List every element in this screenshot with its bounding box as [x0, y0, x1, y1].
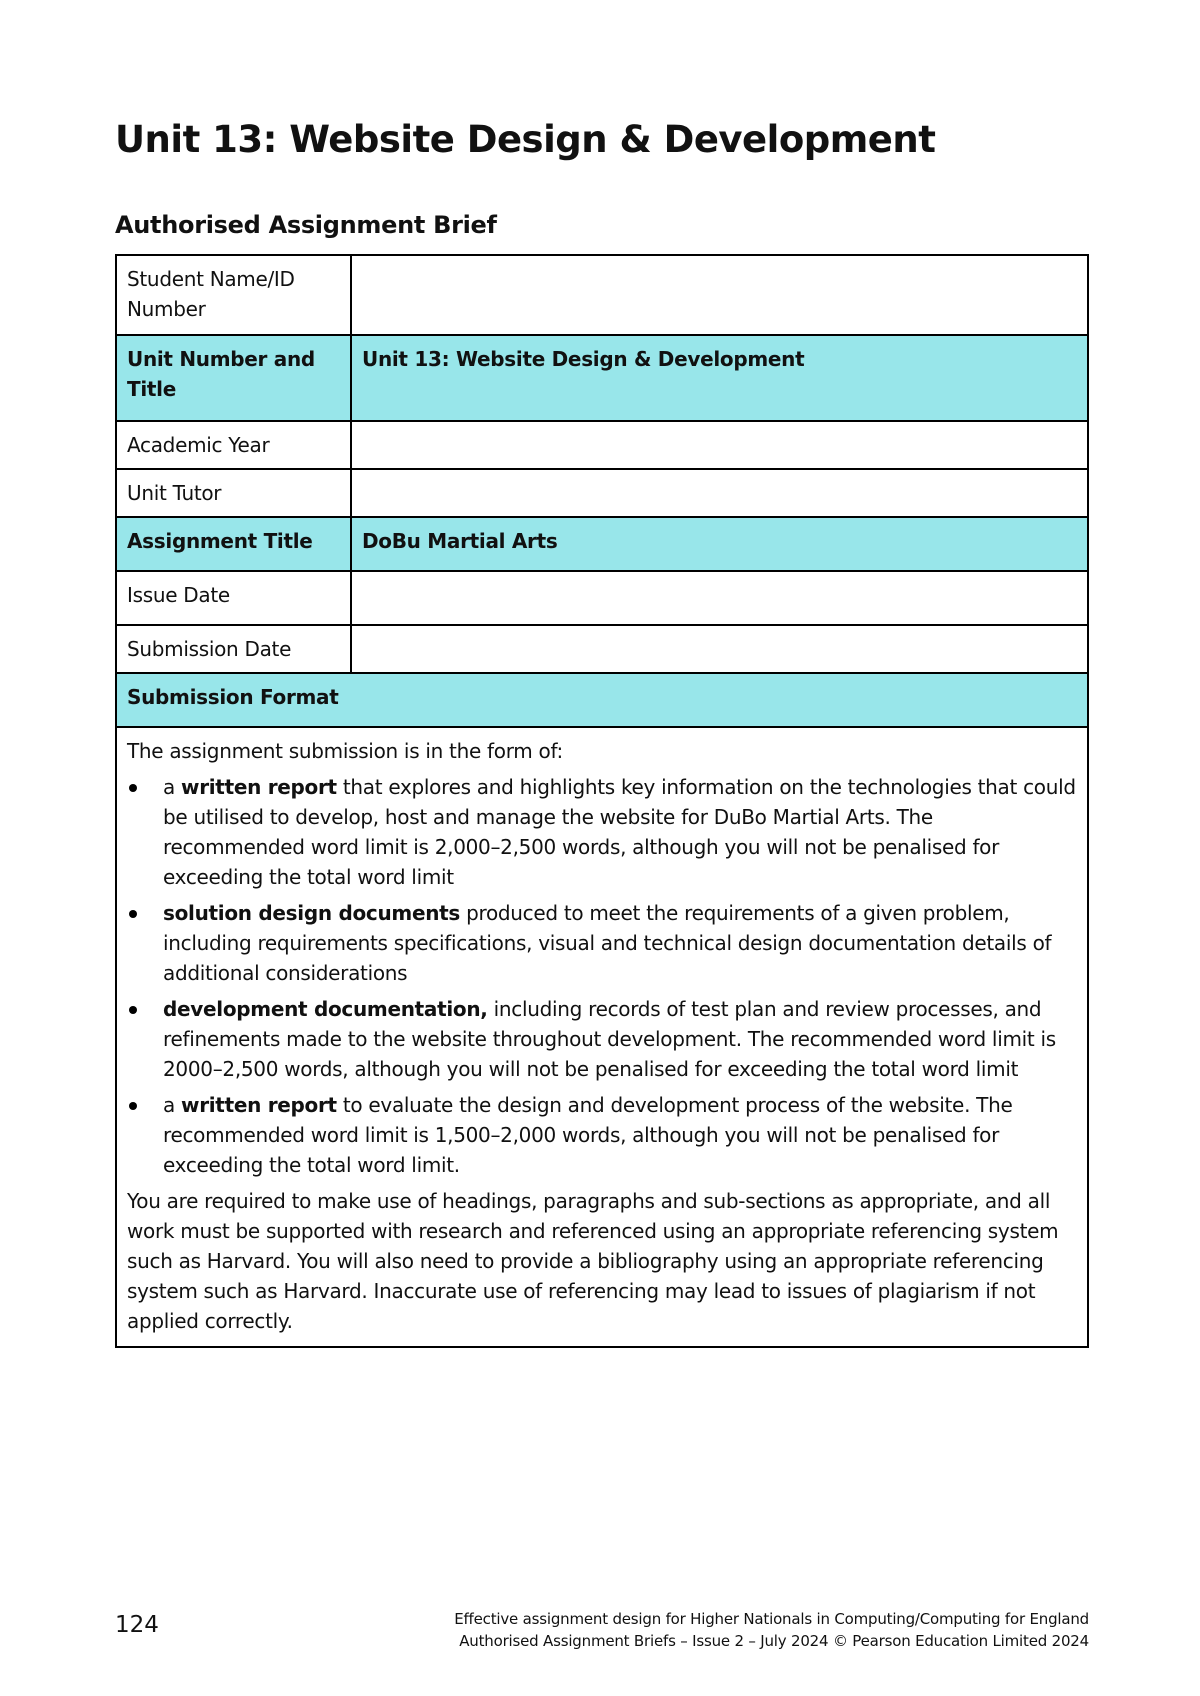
bullet-icon [129, 784, 137, 792]
label-academic-year: Academic Year [116, 421, 351, 469]
page-subtitle: Authorised Assignment Brief [115, 211, 497, 239]
table-row-assignment-title [116, 517, 1088, 571]
submission-intro: The assignment submission is in the form of: [127, 739, 563, 763]
bullet-icon [129, 1102, 137, 1110]
page-title: Unit 13: Website Design & Development [115, 118, 936, 161]
assignment-brief-table [115, 254, 1089, 1348]
table-row-submission-format-body [116, 727, 1088, 1347]
value-student-name [351, 255, 1088, 335]
value-academic-year [351, 421, 1088, 469]
footer-line-1: Effective assignment design for Higher Nationals in Computing/Computing for England [454, 1610, 1089, 1628]
list-item: a written report to evaluate the design and development process of the website. The recommended word limit is 1,500–2,000 words, although you will not be penalised for exceeding the total word limit. [127, 1090, 1077, 1180]
submission-format-body [116, 727, 1088, 1347]
table-row-academic-year [116, 421, 1088, 469]
closing-paragraph: You are required to make use of headings, paragraphs and sub-sections as appropriate, and all work must be supported with research and referenced using an appropriate referencing system such as Harvard. You will also need to provide a bibliography using an appropriate referencing system such as Harvard. Inaccurate use of referencing may lead to issues of plagiarism if not applied correctly. [127, 1189, 1059, 1333]
bullet-icon [129, 910, 137, 918]
list-item: a written report that explores and highlights key information on the technologies that could be utilised to develop, host and manage the website for DuBo Martial Arts. The recommended word limit is 2,000–2,500 words, although you will not be penalised for exceeding the total word limit [127, 772, 1077, 892]
page-number: 124 [115, 1612, 159, 1638]
table-row-student-name [116, 255, 1088, 335]
value-issue-date [351, 571, 1088, 625]
bullet-icon [129, 1006, 137, 1014]
list-item: development documentation, including records of test plan and review processes, and refinements made to the website throughout development. The recommended word limit is 2000–2,500 words, although you will not be penalised for exceeding the total word limit [127, 994, 1077, 1084]
value-submission-date [351, 625, 1088, 673]
table-row-issue-date [116, 571, 1088, 625]
label-submission-date: Submission Date [116, 625, 351, 673]
label-unit-tutor: Unit Tutor [116, 469, 351, 517]
table-row-unit-number [116, 335, 1088, 421]
table-row-submission-date [116, 625, 1088, 673]
footer-text [454, 1608, 1089, 1652]
table-row-submission-format-header [116, 673, 1088, 727]
label-student-name: Student Name/ID Number [116, 255, 351, 335]
value-unit-number: Unit 13: Website Design & Development [351, 335, 1088, 421]
value-assignment-title: DoBu Martial Arts [351, 517, 1088, 571]
table-row-unit-tutor [116, 469, 1088, 517]
submission-list [127, 772, 1077, 1180]
label-assignment-title: Assignment Title [116, 517, 351, 571]
label-issue-date: Issue Date [116, 571, 351, 625]
footer-line-2: Authorised Assignment Briefs – Issue 2 – July 2024 © Pearson Education Limited 2024 [459, 1632, 1089, 1650]
submission-format-header: Submission Format [116, 673, 1088, 727]
value-unit-tutor [351, 469, 1088, 517]
list-item: solution design documents produced to meet the requirements of a given problem, including requirements specifications, visual and technical design documentation details of additional considerations [127, 898, 1077, 988]
label-unit-number: Unit Number and Title [116, 335, 351, 421]
